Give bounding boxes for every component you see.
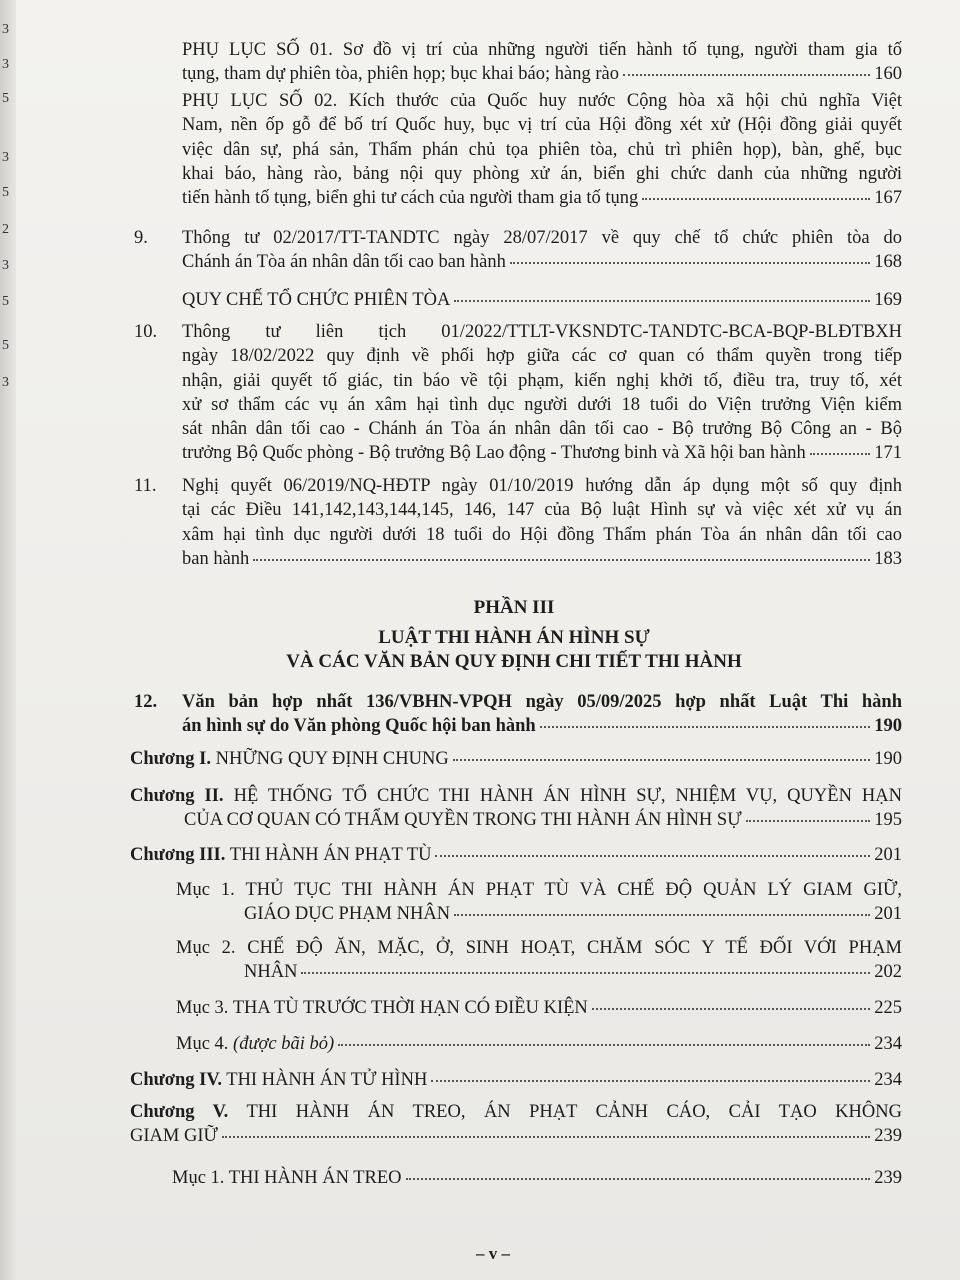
toc-entry-regulation[interactable] — [182, 288, 902, 312]
edge-number: 2 — [2, 222, 9, 237]
chapter-label: Chương IV. — [130, 1070, 222, 1090]
entry-line: CHẾ ĐỘ ĂN, MẶC, Ở, SINH HOẠT, CHĂM SÓC Y TẾ ĐỐI VỚI PHẠM — [247, 938, 902, 958]
entry-line: THI HÀNH ÁN TREO, ÁN PHẠT CẢNH CÁO, CẢI TẠO KHÔNG — [246, 1102, 902, 1122]
entry-line: QUY CHẾ TỔ CHỨC PHIÊN TÒA — [182, 290, 451, 310]
entry-line: xâm hại tình dục người dưới 18 tuổi do Hội đồng Thẩm phán Tòa án nhân dân tối cao — [182, 524, 902, 545]
entry-line: việc dân sự, phá sản, Thẩm phán chủ tọa phiên tòa, chủ trì phiên họp), bàn, ghế, bục — [182, 139, 902, 160]
section-label: Mục 2. — [176, 938, 236, 958]
page-ref: 202 — [874, 962, 902, 983]
section-text — [176, 1032, 334, 1056]
toc-entry-appendix-01[interactable] — [182, 38, 902, 87]
toc-chapter-5-section-1[interactable] — [172, 1166, 902, 1190]
toc-section-4[interactable] — [176, 1032, 902, 1056]
leader-dots — [642, 198, 870, 200]
page-ref: 201 — [874, 904, 902, 925]
entry-last-line — [130, 747, 902, 771]
entry-last-line — [182, 250, 902, 274]
leader-dots — [510, 262, 870, 264]
leader-dots — [592, 1008, 870, 1010]
entry-number: 11. — [134, 476, 157, 496]
entry-line: ban hành — [182, 548, 250, 569]
entry-line: PHỤ LỤC SỐ 01. Sơ đồ vị trí của những người tiến hành tố tụng, người tham gia tố — [182, 40, 902, 60]
entry-line: án hình sự do Văn phòng Quốc hội ban hành — [182, 716, 536, 737]
entry-line: trưởng Bộ Quốc phòng - Bộ trưởng Bộ Lao động - Thương binh và Xã hội ban hành — [182, 443, 806, 464]
entry-line: THI HÀNH ÁN TỬ HÌNH — [226, 1070, 428, 1090]
toc-chapter-3[interactable] — [130, 843, 902, 867]
leader-dots — [338, 1044, 870, 1046]
leader-dots — [454, 300, 870, 302]
entry-line: tiến hành tố tụng, biển ghi tư cách của người tham gia tố tụng — [182, 188, 639, 209]
toc-entry-appendix-02[interactable] — [182, 89, 902, 210]
part-title: PHẦN III — [473, 597, 555, 618]
entry-last-line — [130, 1068, 902, 1092]
entry-number: 10. — [134, 322, 158, 342]
entry-line: nhận, giải quyết tố giác, tin báo về tội phạm, kiến nghị khởi tố, điều tra, truy tố, xét — [182, 370, 902, 391]
page-ref: 201 — [874, 845, 902, 865]
entry-line: Văn bản hợp nhất 136/VBHN-VPQH ngày 05/09/2025 hợp nhất Luật Thi hành — [182, 692, 902, 712]
part-subtitle-2: VÀ CÁC VĂN BẢN QUY ĐỊNH CHI TIẾT THI HÀNH — [286, 651, 742, 672]
edge-number: 3 — [2, 22, 9, 37]
entry-line: THI HÀNH ÁN PHẠT TÙ — [229, 845, 432, 865]
toc-chapter-2[interactable] — [130, 784, 902, 833]
page-ref: 183 — [874, 548, 902, 569]
page-ref: 225 — [874, 998, 902, 1018]
entry-last-line — [176, 902, 902, 926]
page-ref: 169 — [874, 290, 902, 310]
page-ref: 190 — [874, 749, 902, 769]
entry-last-line — [182, 288, 902, 312]
entry-line: tại các Điều 141,142,143,144,145, 146, 147 của Bộ luật Hình sự và việc xét xử vụ án — [182, 500, 902, 521]
page-ref: 239 — [874, 1126, 902, 1147]
entry-line-wrap — [130, 784, 902, 808]
edge-number: 5 — [2, 185, 9, 200]
entry-line: Nghị quyết 06/2019/NQ-HĐTP ngày 01/10/2019 hướng dẫn áp dụng một số quy định — [182, 476, 902, 496]
section-label: Mục 1. — [176, 880, 235, 900]
chapter-label: Chương I. — [130, 749, 211, 769]
section-text — [176, 996, 588, 1020]
entry-last-line — [176, 996, 902, 1020]
entry-line: THA TÙ TRƯỚC THỜI HẠN CÓ ĐIỀU KIỆN — [232, 998, 588, 1018]
section-text — [172, 1166, 402, 1190]
entry-last-line — [130, 1124, 902, 1148]
toc-entry-11[interactable] — [134, 474, 902, 571]
section-label: Mục 1. — [172, 1168, 225, 1188]
chapter-label: Chương II. — [130, 786, 224, 806]
edge-number: 3 — [2, 57, 9, 72]
page-ref: 234 — [874, 1034, 902, 1054]
entry-line: CỦA CƠ QUAN CÓ THẨM QUYỀN TRONG THI HÀNH ÁN HÌNH SỰ — [184, 810, 742, 831]
entry-line: GIÁO DỤC PHẠM NHÂN — [244, 904, 451, 925]
edge-number: 3 — [2, 375, 9, 390]
entry-line: Chánh án Tòa án nhân dân tối cao ban hành — [182, 252, 506, 273]
leader-dots — [253, 559, 870, 561]
entry-line: xử sơ thẩm các vụ án xâm hại tình dục người dưới 18 tuổi do Viện trưởng Viện kiểm — [182, 394, 902, 415]
leader-dots — [431, 1080, 870, 1082]
edge-number: 3 — [2, 258, 9, 273]
leader-dots — [623, 74, 870, 76]
page-ref: 190 — [874, 716, 902, 737]
chapter-text — [130, 747, 449, 771]
entry-line: khai báo, hàng rào, bảng nội quy phòng xử án, biển ghi chức danh của những người — [182, 163, 902, 184]
entry-line: PHỤ LỤC SỐ 02. Kích thước của Quốc huy nước Cộng hòa xã hội chủ nghĩa Việt — [182, 91, 902, 111]
edge-number: 3 — [2, 150, 9, 165]
edge-number: 5 — [2, 338, 9, 353]
page-ref: 168 — [874, 252, 902, 273]
toc-section-1[interactable] — [176, 878, 902, 927]
edge-number: 5 — [2, 294, 9, 309]
entry-line: tụng, tham dự phiên tòa, phiên họp; bục khai báo; hàng rào — [182, 64, 619, 85]
toc-section-3[interactable] — [176, 996, 902, 1020]
entry-line: Thông tư 02/2017/TT-TANDTC ngày 28/07/2017 về quy chế tổ chức phiên tòa do — [182, 228, 902, 248]
leader-dots — [453, 759, 871, 761]
section-label: Mục 4. — [176, 1034, 229, 1054]
chapter-text — [130, 1068, 427, 1092]
entry-last-line — [182, 186, 902, 210]
entry-line: GIAM GIỮ — [130, 1126, 218, 1147]
entry-last-line — [182, 441, 902, 465]
leader-dots — [406, 1178, 871, 1180]
entry-line: ngày 18/02/2022 quy định về phối hợp giữa các cơ quan có thẩm quyền trong tiếp — [182, 346, 902, 367]
entry-last-line — [176, 960, 902, 984]
entry-line-wrap — [130, 1100, 902, 1124]
entry-line: HỆ THỐNG TỔ CHỨC THI HÀNH ÁN HÌNH SỰ, NHIỆM VỤ, QUYỀN HẠN — [233, 786, 903, 806]
entry-line: NHÂN — [244, 962, 298, 983]
page-ref: 160 — [874, 64, 902, 85]
page-ref: 167 — [874, 188, 902, 209]
leader-dots — [540, 726, 871, 728]
toc-chapter-4[interactable] — [130, 1068, 902, 1092]
entry-line: sát nhân dân tối cao - Chánh án Tòa án nhân dân tối cao - Bộ trưởng Bộ Công an - Bộ — [182, 419, 902, 440]
entry-last-line — [182, 547, 902, 571]
toc-section-2[interactable] — [176, 936, 902, 985]
chapter-text — [130, 843, 431, 867]
leader-dots — [435, 855, 870, 857]
toc-entry-12[interactable] — [134, 690, 902, 739]
entry-line: THI HÀNH ÁN TREO — [228, 1168, 402, 1188]
page-ref: 234 — [874, 1070, 902, 1090]
entry-line: Nam, nền ốp gỗ để bố trí Quốc huy, bục vị trí của Hội đồng xét xử (Hội đồng giải quyết — [182, 115, 902, 136]
entry-last-line — [176, 1032, 902, 1056]
entry-last-line — [182, 62, 902, 86]
entry-last-line — [130, 843, 902, 867]
leader-dots — [810, 453, 870, 455]
leader-dots — [301, 972, 870, 974]
entry-line: (được bãi bỏ) — [233, 1034, 335, 1054]
entry-last-line — [172, 1166, 902, 1190]
entry-line: NHỮNG QUY ĐỊNH CHUNG — [215, 749, 449, 769]
entry-line-wrap — [176, 878, 902, 902]
section-label: Mục 3. — [176, 998, 229, 1018]
page-number: – v – — [476, 1244, 510, 1263]
part-subtitle-1: LUẬT THI HÀNH ÁN HÌNH SỰ — [378, 627, 650, 648]
toc-entry-9[interactable] — [134, 226, 902, 275]
entry-line: Thông tư liên tịch 01/2022/TTLT-VKSNDTC-TANDTC-BCA-BQP-BLĐTBXH — [182, 322, 902, 342]
page-ref: 195 — [874, 810, 902, 831]
leader-dots — [454, 914, 870, 916]
toc-entry-10[interactable] — [134, 320, 902, 466]
entry-line: THỦ TỤC THI HÀNH ÁN PHẠT TÙ VÀ CHẾ ĐỘ QUẢN LÝ GIAM GIỮ, — [245, 880, 902, 900]
entry-number: 9. — [134, 228, 148, 248]
toc-chapter-5[interactable] — [130, 1100, 902, 1149]
entry-line-wrap — [176, 936, 902, 960]
entry-last-line — [182, 714, 902, 738]
toc-chapter-1[interactable] — [130, 747, 902, 771]
entry-last-line — [130, 808, 902, 832]
adjacent-page-edge — [0, 0, 16, 1280]
entry-number: 12. — [134, 692, 158, 712]
toc-page — [16, 0, 960, 1280]
chapter-label: Chương III. — [130, 845, 226, 865]
page-ref: 171 — [874, 443, 902, 464]
page-ref: 239 — [874, 1168, 902, 1188]
chapter-label: Chương V. — [130, 1102, 229, 1122]
leader-dots — [746, 820, 871, 822]
leader-dots — [222, 1136, 870, 1138]
edge-number: 5 — [2, 91, 9, 106]
